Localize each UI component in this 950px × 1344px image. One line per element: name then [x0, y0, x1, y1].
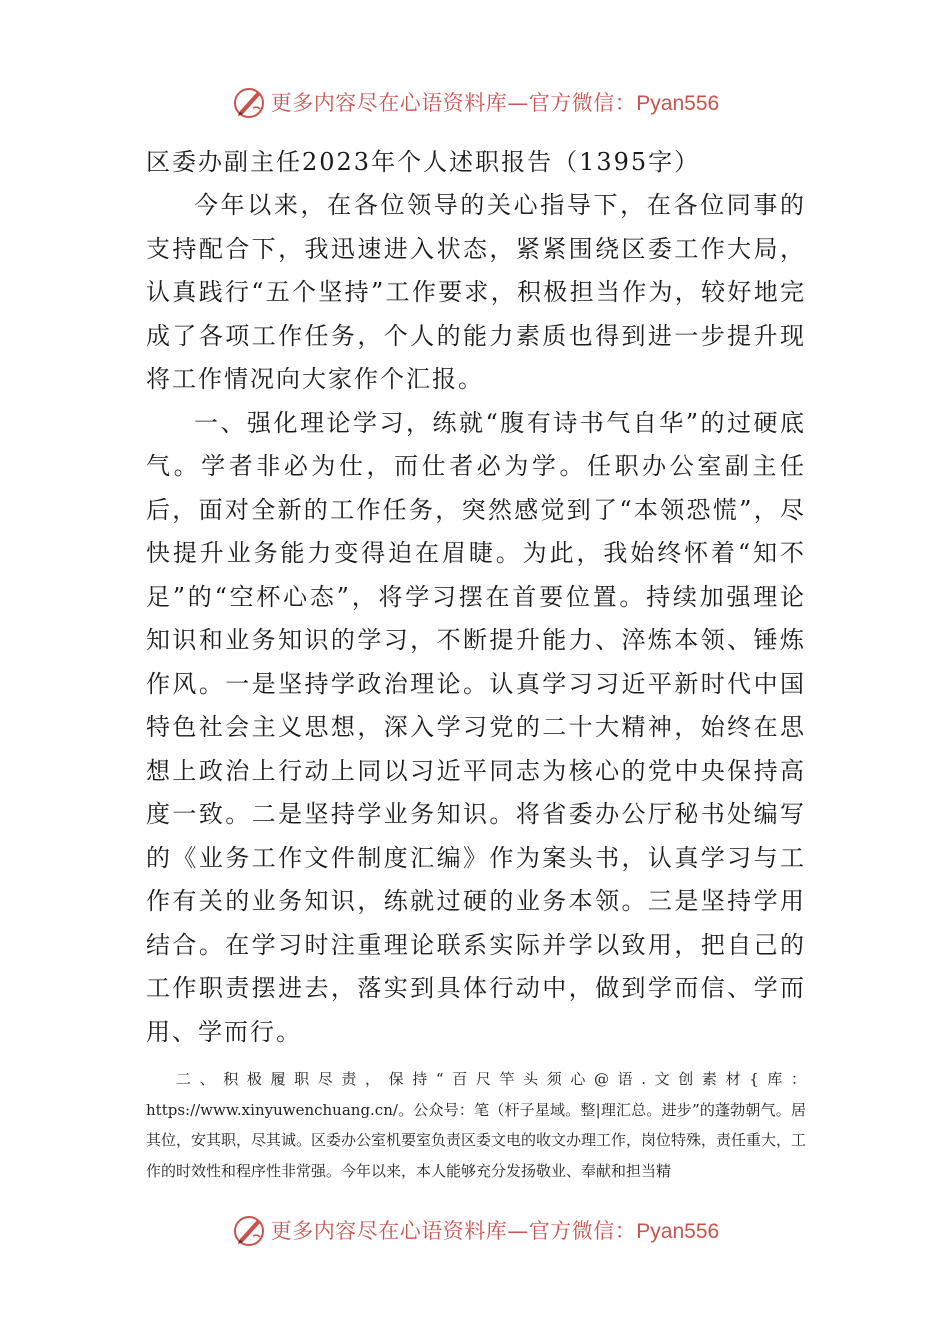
pen-logo-icon — [231, 84, 267, 120]
wechat-id: Pyan556 — [636, 92, 720, 115]
pen-logo-icon — [231, 1212, 267, 1248]
footer-banner — [0, 1208, 950, 1252]
document-body — [146, 140, 806, 1186]
header-banner — [0, 80, 950, 124]
wechat-id: Pyan556 — [636, 1220, 720, 1243]
paragraph-intro: 今年以来，在各位领导的关心指导下，在各位同事的支持配合下，我迅速进入状态，紧紧围绕区委工作大局，认真践行“五个坚持”工作要求，积极担当作为，较好地完成了各项工作任务，个人的能力素质也得到进一步提升现将工作情况向大家作个汇报。 — [146, 191, 806, 393]
paragraph-section-one: 一、强化理论学习，练就“腹有诗书气自华”的过硬底气。学者非必为仕，而仕者必为学。任职办公室副主任后，面对全新的工作任务，突然感觉到了“本领恐慌”，尽快提升业务能力变得迫在眉睫。为此，我始终怀着“知不足”的“空杯心态”，将学习摆在首要位置。持续加强理论知识和业务知识的学习，不断提升能力、淬炼本领、锤炼作风。一是坚持学政治理论。认真学习习近平新时代中国特色社会主义思想，深入学习党的二十大精神，始终在思想上政治上行动上同以习近平同志为核心的党中央保持高度一致。二是坚持学业务知识。将省委办公厅秘书处编写的《业务工作文件制度汇编》作为案头书，认真学习与工作有关的业务知识，练就过硬的业务本领。三是坚持学用结合。在学习时注重理论联系实际并学以致用，把自己的工作职责摆进去，落实到具体行动中，做到学而信、学而用、学而行。 — [146, 408, 806, 1046]
document-title: 区委办副主任2023年个人述职报告（1395字） — [146, 148, 701, 176]
banner-text: 更多内容尽在心语资料库—官方微信：Pyan556 — [270, 91, 720, 115]
paragraph-section-two: 二、积极履职尽责，保持“百尺竿头须心@语.文创素材{库：https://www.xinyuwenchuang.cn/。公众号：笔（杆子星域。整|理汇总。进步”的蓬勃朝气。居其位，安其职，尽其诚。区委办公室机要室负责区委文电的收文办理工作，岗位特殊，责任重大，工作的时效性和程序性非常强。今年以来，本人能够充分发扬敬业、奉献和担当精 — [146, 1070, 807, 1180]
banner-text: 更多内容尽在心语资料库—官方微信：Pyan556 — [270, 1219, 720, 1243]
